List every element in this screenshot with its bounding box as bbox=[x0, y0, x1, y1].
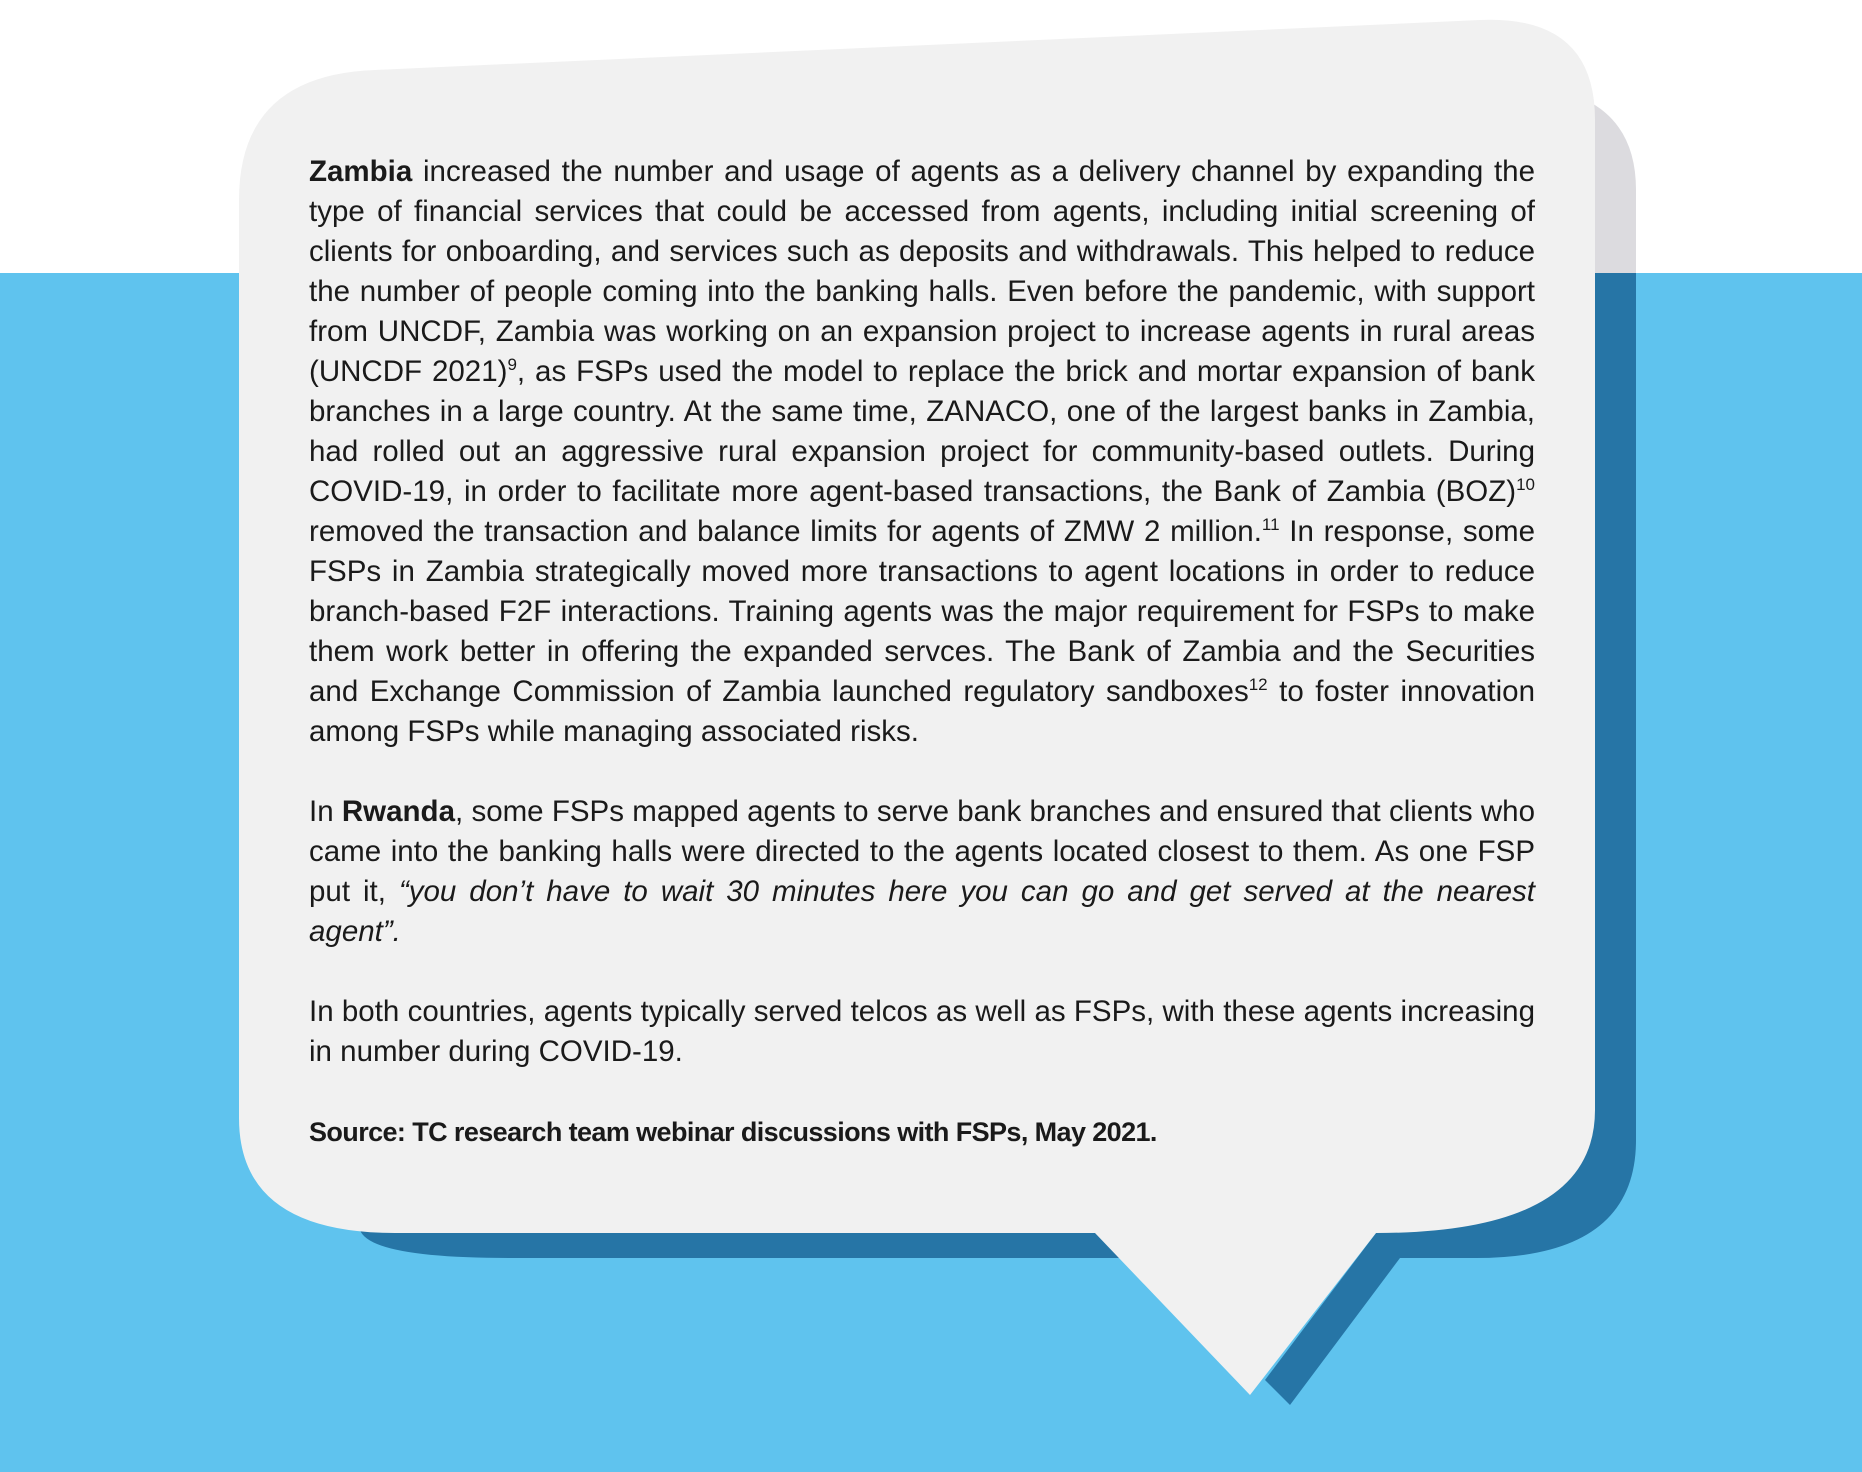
zambia-paragraph bbox=[309, 152, 1535, 752]
footnote-9: 9 bbox=[507, 355, 517, 375]
zambia-heading: Zambia bbox=[309, 155, 413, 188]
rwanda-paragraph bbox=[309, 792, 1535, 952]
source-note: Source: TC research team webinar discussions with FSPs, May 2021. bbox=[309, 1117, 1157, 1147]
zambia-text-e: to foster innovation among FSPs while managing associated risks. bbox=[309, 675, 1535, 748]
rwanda-lead: In bbox=[309, 795, 342, 828]
zambia-text-b: , as FSPs used the model to replace the brick and mortar expansion of bank branches in a large country. At the same time, ZANACO, one of the largest banks in Zambia, had rolled out an aggressive rural expansion project for community-based outlets. During COVID-19, in order to facilitate more agent-based transactions, the Bank of Zambia (BOZ) bbox=[309, 355, 1535, 508]
rwanda-text-a: , some FSPs mapped agents to serve bank branches and ensured that clients who came into the banking halls were directed to the agents located closest to them. As one FSP put it, bbox=[309, 795, 1535, 908]
zambia-text-a: increased the number and usage of agents as a delivery channel by expanding the type of financial services that could be accessed from agents, including initial screening of clients for onboarding, and services such as deposits and withdrawals. This helped to reduce the number of people coming into the banking halls. Even before the pandemic, with support from UNCDF, Zambia was working on an expansion project to increase agents in rural areas (UNCDF 2021) bbox=[309, 155, 1535, 388]
footnote-10: 10 bbox=[1516, 475, 1535, 495]
both-countries-paragraph: In both countries, agents typically served telcos as well as FSPs, with these agents increasing in number during COVID-19. bbox=[309, 995, 1535, 1068]
zambia-text-c: removed the transaction and balance limits for agents of ZMW 2 million. bbox=[309, 515, 1262, 548]
zambia-text-d: In response, some FSPs in Zambia strategically moved more transactions to agent locations in order to reduce branch-based F2F interactions. Training agents was the major requirement for FSPs to make them work better in offering the expanded servces. The Bank of Zambia and the Securities and Exchange Commission of Zambia launched regulatory sandboxes bbox=[309, 515, 1535, 708]
rwanda-heading: Rwanda bbox=[341, 795, 455, 828]
bubble-content bbox=[309, 152, 1535, 1152]
footnote-12: 12 bbox=[1248, 675, 1268, 695]
footnote-11: 11 bbox=[1261, 515, 1280, 535]
rwanda-quote: “you don’t have to wait 30 minutes here you can go and get served at the nearest agent”. bbox=[309, 875, 1535, 948]
